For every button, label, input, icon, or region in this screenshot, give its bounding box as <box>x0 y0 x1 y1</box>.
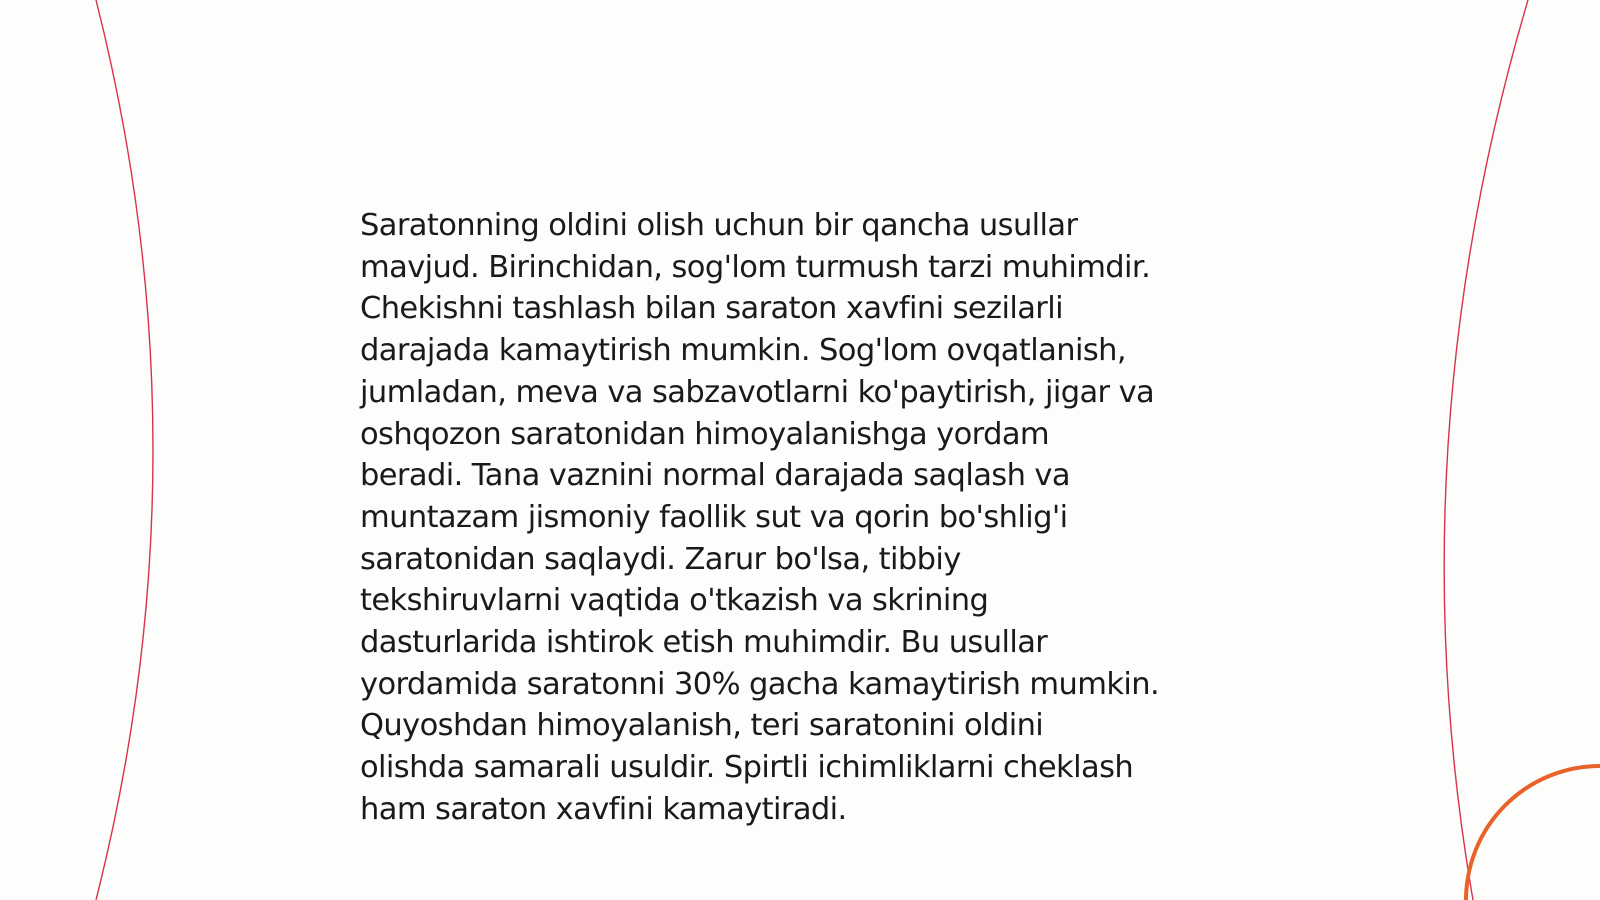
text-line: dasturlarida ishtirok etish muhimdir. Bu usullar <box>360 625 1048 661</box>
text-line: muntazam jismoniy faollik sut va qorin bo'shlig'i <box>360 499 1068 535</box>
left-arc-line <box>96 0 153 900</box>
orange-accent-circle <box>1466 766 1600 900</box>
text-line: ham saraton xavfini kamaytiradi. <box>360 791 847 827</box>
text-line: darajada kamaytirish mumkin. Sog'lom ovqatlanish, <box>360 333 1126 369</box>
text-line: saratonidan saqlaydi. Zarur bo'lsa, tibbiy <box>360 541 961 577</box>
text-line: Quyoshdan himoyalanish, teri saratonini oldini <box>360 708 1044 744</box>
text-line: Chekishni tashlash bilan saraton xavfini sezilarli <box>360 291 1063 327</box>
text-line: beradi. Tana vaznini normal darajada saqlash va <box>360 458 1070 494</box>
text-line: jumladan, meva va sabzavotlarni ko'paytirish, jigar va <box>360 374 1155 410</box>
text-line: oshqozon saratonidan himoyalanishga yordam <box>360 416 1050 452</box>
slide-body-text <box>360 205 1260 831</box>
text-line: mavjud. Birinchidan, sog'lom turmush tarzi muhimdir. <box>360 249 1151 285</box>
text-line: tekshiruvlarni vaqtida o'tkazish va skrining <box>360 583 989 619</box>
right-arc-line <box>1444 0 1528 900</box>
text-line: yordamida saratonni 30% gacha kamaytirish mumkin. <box>360 666 1160 702</box>
text-line: Saratonning oldini olish uchun bir qancha usullar <box>360 208 1078 243</box>
text-line: olishda samarali usuldir. Spirtli ichimliklarni cheklash <box>360 750 1134 786</box>
